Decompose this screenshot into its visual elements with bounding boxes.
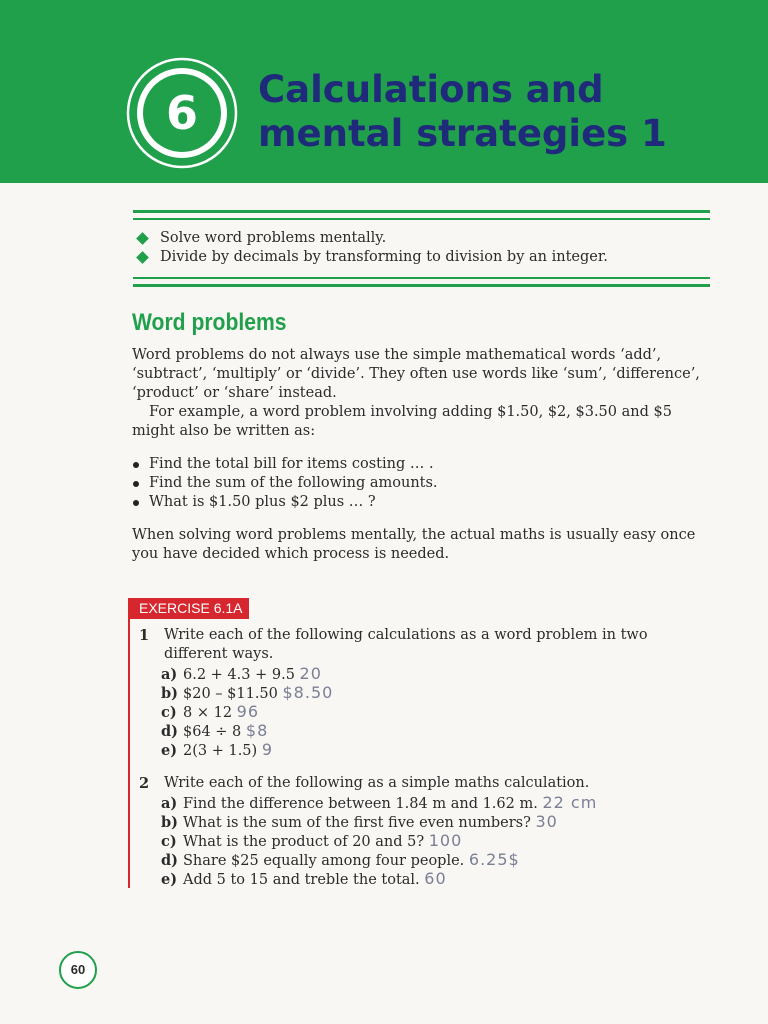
question-part: c) 8 × 12 96 [161, 702, 260, 721]
handwritten-answer: 9 [261, 740, 273, 759]
handwritten-answer: 100 [428, 831, 463, 850]
example-bullets [132, 455, 438, 512]
question-parts [161, 793, 597, 888]
question-part: a) Find the difference between 1.84 m and 1.62 m. 22 cm [161, 793, 598, 812]
learning-objectives [136, 229, 608, 267]
handwritten-answer: 6.25$ [468, 850, 520, 869]
divider-rule [133, 277, 710, 279]
question-parts [161, 664, 333, 759]
list-item: Find the sum of the following amounts. [132, 474, 438, 493]
question-part: b) $20 – $11.50 $8.50 [161, 683, 334, 702]
handwritten-answer: $8 [245, 721, 269, 740]
question-2: 2 Write each of the following as a simple maths calculation. a) Find the difference between 1.84 m and 1.62 m. 22 cm b) What is the sum of the first five even numbers? 30 c) What is the product of 20 and 5? 100 d) Share $25 equally among four people. 6.25$ e) Add 5 to 15 and treble the total. 60 [139, 774, 659, 894]
question-text: Write each of the following as a simple maths calculation. [164, 775, 590, 791]
chapter-title-line1: Calculations and [258, 68, 604, 111]
question-part: b) What is the sum of the first five even numbers? 30 [161, 812, 558, 831]
bullet-dot-icon [133, 462, 139, 468]
handwritten-answer: 60 [424, 869, 447, 888]
divider-rule [133, 284, 710, 287]
objective-item: Solve word problems mentally. [136, 229, 608, 248]
handwritten-answer: $8.50 [282, 683, 334, 702]
divider-rule [133, 210, 710, 213]
question-part: e) Add 5 to 15 and treble the total. 60 [161, 869, 447, 888]
chapter-number-badge [124, 55, 240, 171]
question-1: 1 Write each of the following calculations as a word problem in two different ways. a) 6.2 + 4.3 + 9.5 20 b) $20 – $11.50 $8.50 c) 8 × 12 96 d) $64 ÷ 8 $8 e) 2(3 + 1.5) 9 [139, 626, 659, 766]
objective-item: Divide by decimals by transforming to division by an integer. [136, 248, 608, 267]
question-part: d) $64 ÷ 8 $8 [161, 721, 269, 740]
conclusion-paragraph: When solving word problems mentally, the actual maths is usually easy once you have decided which process is needed. [132, 527, 696, 562]
exercise-side-rule [128, 598, 130, 888]
diamond-bullet-icon [136, 251, 149, 264]
chapter-number: 6 [165, 86, 199, 140]
handwritten-answer: 20 [299, 664, 322, 683]
diamond-bullet-icon [136, 232, 149, 245]
bullet-dot-icon [133, 500, 139, 506]
chapter-title-line2: mental strategies 1 [258, 112, 667, 155]
divider-rule [133, 218, 710, 220]
chapter-title [258, 68, 667, 156]
list-item: Find the total bill for items costing … . [132, 455, 438, 474]
question-part: d) Share $25 equally among four people. 6.25$ [161, 850, 520, 869]
list-item: What is $1.50 plus $2 plus … ? [132, 493, 438, 512]
question-part: e) 2(3 + 1.5) 9 [161, 740, 273, 759]
question-part: c) What is the product of 20 and 5? 100 [161, 831, 463, 850]
handwritten-answer: 96 [236, 702, 260, 721]
section-heading: Word problems [132, 309, 287, 336]
handwritten-answer: 30 [535, 812, 558, 831]
exercise-label: EXERCISE 6.1A [128, 598, 249, 619]
intro-paragraph: Word problems do not always use the simple mathematical words ‘add’, ‘subtract’, ‘multiply’ or ‘divide’. They often use words like ‘sum’, ‘difference’, ‘product’ or ‘share’ instead. For example, a word problem involving adding $1.50, $2, $3.50 and $5 might also be written as: [132, 347, 700, 439]
handwritten-answer: 22 cm [542, 793, 598, 812]
question-part: a) 6.2 + 4.3 + 9.5 20 [161, 664, 322, 683]
question-text: Write each of the following calculations as a word problem in two different ways. [164, 627, 648, 662]
bullet-dot-icon [133, 481, 139, 487]
page-number: 60 [59, 951, 97, 989]
